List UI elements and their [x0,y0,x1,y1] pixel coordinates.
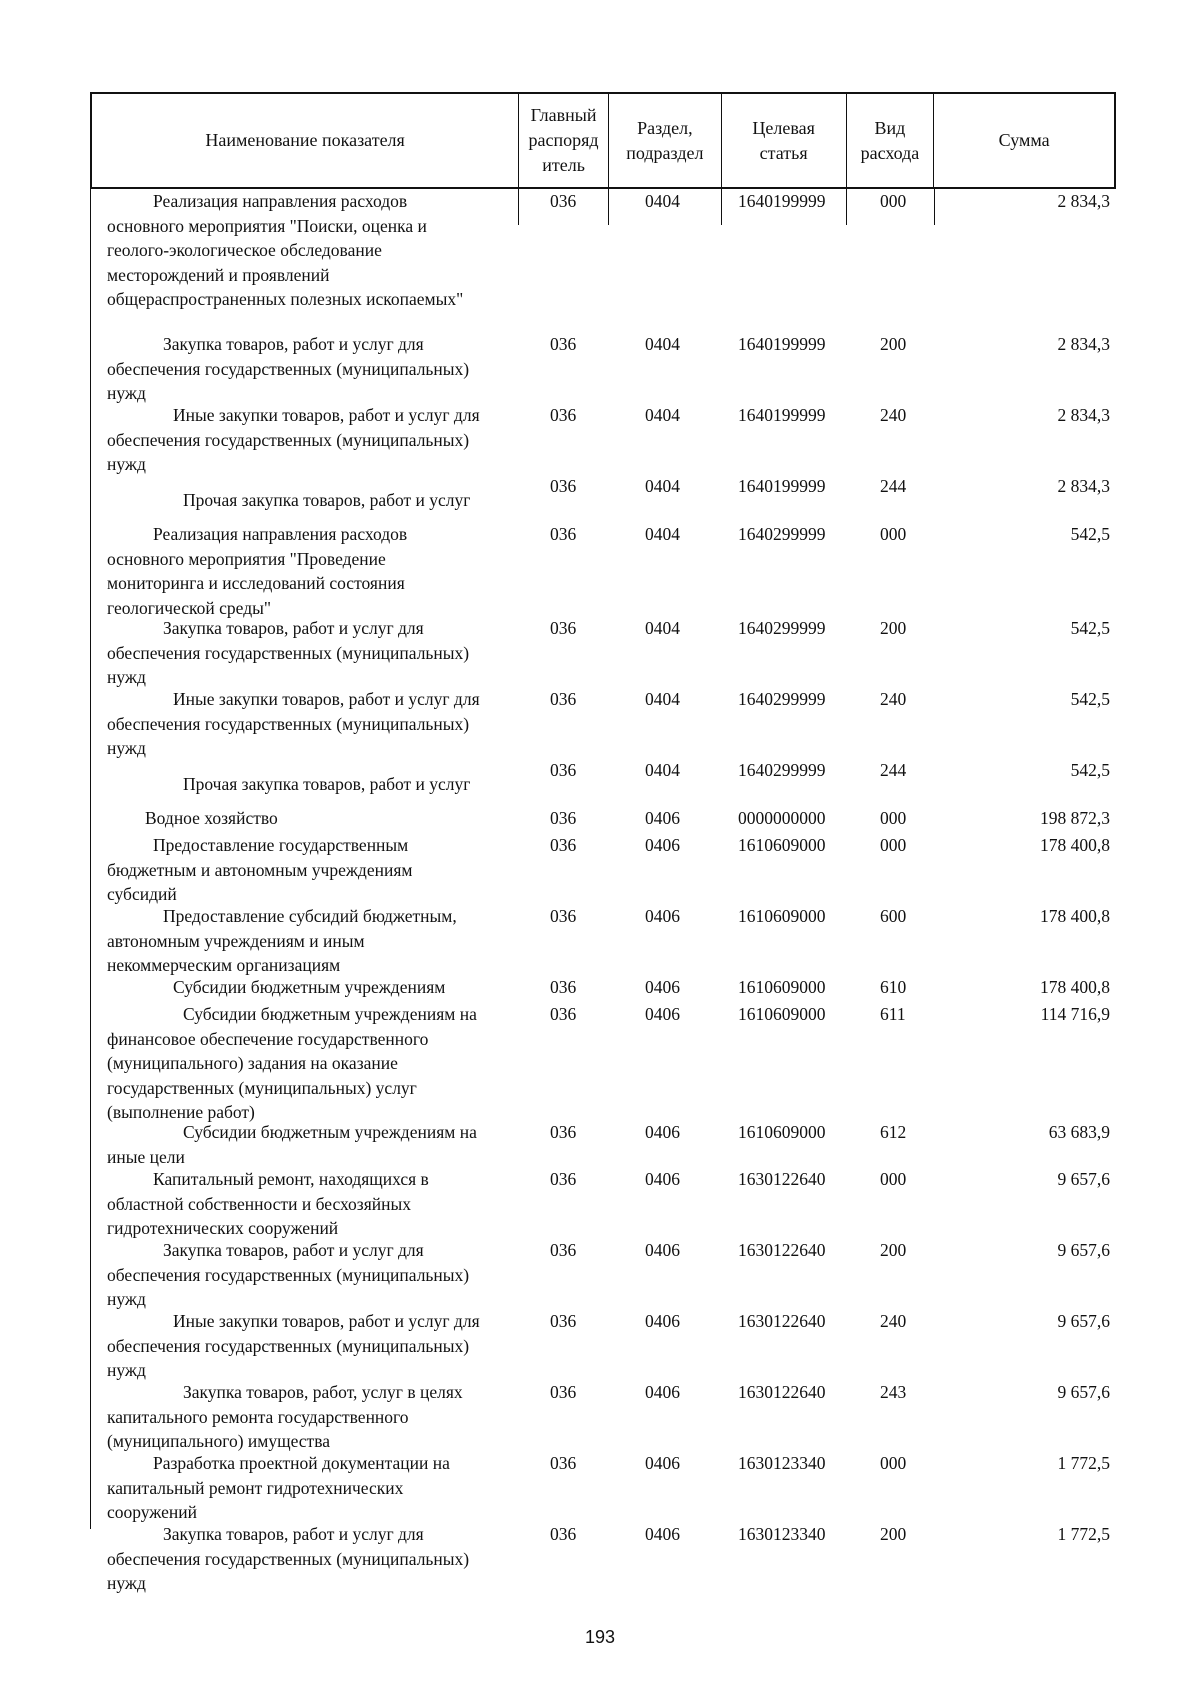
main-manager-code: 036 [550,835,577,855]
header-gr-line: Главный [530,105,597,125]
indicator-name-line: Закупка товаров, работ и услуг для [163,1524,424,1544]
expense-type-code: 611 [880,1004,906,1024]
indicator-name [107,1120,532,1169]
sum-value: 2 834,3 [1057,405,1110,425]
main-manager-code: 036 [550,524,577,544]
target-article-code: 1640299999 [738,524,826,544]
target-article-code: 1640199999 [738,405,826,425]
target-article-code: 1630122640 [738,1169,826,1189]
header-main-manager [519,94,609,187]
indicator-name-line: субсидий [107,884,177,904]
indicator-name [107,975,532,1000]
indicator-name-line: обеспечения государственных (муниципальных) [107,1548,470,1569]
main-manager-code: 036 [550,618,577,638]
target-article-code: 1630123340 [738,1524,826,1544]
sum-value: 178 400,8 [1040,977,1110,997]
expense-type-code: 000 [880,191,907,211]
indicator-name [107,1380,532,1454]
target-article-code: 1640299999 [738,760,826,780]
indicator-name [107,904,532,978]
sum-value: 178 400,8 [1040,835,1110,855]
indicator-name-line: Субсидии бюджетным учреждениям [173,977,446,997]
expense-type-code: 243 [880,1382,907,1402]
target-article-code: 1610609000 [738,977,826,997]
indicator-name-line: государственных (муниципальных) услуг [107,1077,417,1098]
sum-value: 9 657,6 [1057,1240,1110,1260]
expense-type-code: 200 [880,618,907,638]
main-manager-code: 036 [550,1169,577,1189]
section-code: 0404 [645,524,680,544]
header-section-line: Раздел, [637,117,693,138]
target-article-code: 1640199999 [738,191,826,211]
sum-value: 2 834,3 [1057,191,1110,211]
indicator-name [107,1167,532,1241]
indicator-name-line: обеспечения государственных (муниципальных) [107,713,470,734]
section-code: 0406 [645,1453,680,1473]
indicator-name [107,772,532,797]
main-manager-code: 036 [550,1240,577,1260]
indicator-name-line: гидротехнических сооружений [107,1218,339,1238]
expense-type-code: 200 [880,334,907,354]
indicator-name-line: нужд [107,383,146,403]
indicator-name-line: Водное хозяйство [145,808,278,828]
sum-value: 198 872,3 [1040,808,1110,828]
main-manager-code: 036 [550,1122,577,1142]
expense-type-code: 244 [880,476,907,496]
sum-value: 2 834,3 [1057,476,1110,496]
section-code: 0404 [645,334,680,354]
main-manager-code: 036 [550,1382,577,1402]
indicator-name-line: Иные закупки товаров, работ и услуг для [173,689,480,709]
indicator-name-line: обеспечения государственных (муниципальных) [107,429,470,450]
target-article-code: 1610609000 [738,1004,826,1024]
indicator-name-line: Капитальный ремонт, находящихся в [153,1169,429,1189]
indicator-name-line: Предоставление государственным [153,835,409,855]
target-article-code: 1630122640 [738,1240,826,1260]
section-code: 0404 [645,760,680,780]
column-divider [846,189,847,225]
sum-value: 1 772,5 [1057,1453,1110,1473]
indicator-name-line: Закупка товаров, работ и услуг для [163,1240,424,1260]
section-code: 0406 [645,1169,680,1189]
section-code: 0406 [645,1524,680,1544]
sum-value: 9 657,6 [1057,1169,1110,1189]
indicator-name [107,1451,532,1525]
section-code: 0406 [645,1382,680,1402]
indicator-name [107,806,532,831]
header-sum [934,94,1114,187]
indicator-name [107,522,532,620]
target-article-code: 1610609000 [738,906,826,926]
indicator-name-line: нужд [107,738,146,758]
indicator-name-line: Закупка товаров, работ, услуг в целях [183,1382,463,1402]
indicator-name [107,1002,532,1125]
indicator-name-line: областной собственности и бесхозяйных [107,1193,412,1214]
sum-value: 542,5 [1070,618,1110,638]
sum-value: 178 400,8 [1040,906,1110,926]
indicator-name-line: нужд [107,1289,146,1309]
indicator-name-line: (муниципального) задания на оказание [107,1053,398,1073]
main-manager-code: 036 [550,906,577,926]
expense-type-code: 600 [880,906,907,926]
header-section [609,94,722,187]
table-left-border [90,189,91,1529]
sum-value: 114 716,9 [1040,1004,1110,1024]
main-manager-code: 036 [550,1004,577,1024]
indicator-name-line: иные цели [107,1146,185,1167]
indicator-name-line: автономным учреждениям и иным [107,930,365,951]
indicator-name-line: капитальный ремонт гидротехнических [107,1477,404,1498]
indicator-name-line: Предоставление субсидий бюджетным, [163,906,457,926]
section-code: 0404 [645,191,680,211]
indicator-name-line: обеспечения государственных (муниципальных) [107,1264,470,1285]
indicator-name-line: Субсидии бюджетным учреждениям на [183,1004,477,1024]
section-code: 0406 [645,977,680,997]
indicator-name-line: Закупка товаров, работ и услуг для [163,618,424,638]
section-code: 0404 [645,405,680,425]
indicator-name-line: нужд [107,1360,146,1380]
indicator-name [107,1522,532,1596]
target-article-code: 1610609000 [738,835,826,855]
header-target-line: Целевая [752,117,815,138]
expense-type-code: 000 [880,835,907,855]
target-article-code: 1640299999 [738,689,826,709]
header-name-label: Наименование показателя [205,130,405,150]
indicator-name-line: бюджетным и автономным учреждениям [107,859,413,880]
indicator-name-line: (муниципального) имущества [107,1431,331,1451]
header-section-line: подраздел [626,142,704,163]
expense-type-code: 200 [880,1524,907,1544]
indicator-name-line: нужд [107,1573,146,1593]
main-manager-code: 036 [550,977,577,997]
indicator-name-line: Иные закупки товаров, работ и услуг для [173,1311,480,1331]
indicator-name [107,403,532,477]
main-manager-code: 036 [550,405,577,425]
indicator-name-line: обеспечения государственных (муниципальных) [107,642,470,663]
indicator-name-line: (выполнение работ) [107,1102,255,1122]
expense-type-code: 200 [880,1240,907,1260]
main-manager-code: 036 [550,760,577,780]
section-code: 0406 [645,835,680,855]
indicator-name [107,1238,532,1312]
indicator-name-line: геолого-экологическое обследование [107,240,382,260]
header-vid-line: расхода [860,142,920,163]
expense-type-code: 244 [880,760,907,780]
target-article-code: 1630123340 [738,1453,826,1473]
main-manager-code: 036 [550,191,577,211]
column-divider [721,189,722,225]
section-code: 0406 [645,906,680,926]
expense-type-code: 240 [880,405,907,425]
indicator-name [107,687,532,761]
indicator-name-line: Прочая закупка товаров, работ и услуг [183,490,471,510]
indicator-name-line: Реализация направления расходов [153,524,408,544]
main-manager-code: 036 [550,689,577,709]
header-target [722,94,847,187]
expense-type-code: 240 [880,1311,907,1331]
expense-type-code: 612 [880,1122,907,1142]
indicator-name [107,189,532,312]
indicator-name-line: обеспечения государственных (муниципальных) [107,358,470,379]
main-manager-code: 036 [550,476,577,496]
sum-value: 1 772,5 [1057,1524,1110,1544]
table-header [90,92,1116,189]
section-code: 0404 [645,689,680,709]
header-expense-type [847,94,935,187]
section-code: 0404 [645,476,680,496]
target-article-code: 1640199999 [738,476,826,496]
expense-type-code: 000 [880,1169,907,1189]
sum-value: 63 683,9 [1048,1122,1110,1142]
column-divider [608,189,609,225]
indicator-name-line: мониторинга и исследований состояния [107,573,405,593]
indicator-name-line: основного мероприятия "Поиски, оценка и [107,215,427,236]
sum-value: 9 657,6 [1057,1382,1110,1402]
indicator-name [107,1309,532,1383]
sum-value: 542,5 [1070,689,1110,709]
indicator-name-line: общераспространенных полезных ископаемых" [107,289,464,309]
indicator-name-line: Прочая закупка товаров, работ и услуг [183,774,471,794]
section-code: 0406 [645,1311,680,1331]
sum-value: 542,5 [1070,524,1110,544]
main-manager-code: 036 [550,808,577,828]
expense-type-code: 000 [880,1453,907,1473]
indicator-name [107,616,532,690]
indicator-name-line: Закупка товаров, работ и услуг для [163,334,424,354]
target-article-code: 1640199999 [738,334,826,354]
indicator-name [107,488,532,513]
indicator-name [107,332,532,406]
header-gr-line: распоряд [528,130,599,150]
sum-value: 9 657,6 [1057,1311,1110,1331]
expense-type-code: 000 [880,808,907,828]
indicator-name-line: финансовое обеспечение государственного [107,1028,429,1049]
header-sum-label: Сумма [998,130,1050,150]
header-target-line: статья [759,142,808,163]
indicator-name-line: Иные закупки товаров, работ и услуг для [173,405,480,425]
main-manager-code: 036 [550,1453,577,1473]
section-code: 0406 [645,808,680,828]
main-manager-code: 036 [550,334,577,354]
indicator-name-line: геологической среды" [107,597,271,618]
target-article-code: 1630122640 [738,1311,826,1331]
header-gr-line: итель [542,155,585,175]
sum-value: 542,5 [1070,760,1110,780]
indicator-name-line: некоммерческим организациям [107,955,341,975]
main-manager-code: 036 [550,1311,577,1331]
expense-type-code: 610 [880,977,907,997]
indicator-name-line: Реализация направления расходов [153,191,408,211]
indicator-name-line: нужд [107,667,146,687]
indicator-name-line: месторождений и проявлений [107,264,330,285]
indicator-name-line: сооружений [107,1502,198,1522]
target-article-code: 0000000000 [738,808,826,828]
header-vid-line: Вид [874,117,906,138]
expense-type-code: 240 [880,689,907,709]
indicator-name-line: нужд [107,454,146,474]
section-code: 0406 [645,1240,680,1260]
indicator-name-line: Разработка проектной документации на [153,1453,450,1473]
target-article-code: 1640299999 [738,618,826,638]
section-code: 0404 [645,618,680,638]
column-divider [934,189,935,225]
indicator-name-line: обеспечения государственных (муниципальных) [107,1335,470,1356]
header-name [92,94,519,187]
main-manager-code: 036 [550,1524,577,1544]
section-code: 0406 [645,1122,680,1142]
indicator-name-line: Субсидии бюджетным учреждениям на [183,1122,477,1142]
page-number: 193 [584,1627,616,1647]
sum-value: 2 834,3 [1057,334,1110,354]
indicator-name-line: основного мероприятия "Проведение [107,548,386,569]
section-code: 0406 [645,1004,680,1024]
target-article-code: 1630122640 [738,1382,826,1402]
expense-type-code: 000 [880,524,907,544]
indicator-name [107,833,532,907]
target-article-code: 1610609000 [738,1122,826,1142]
indicator-name-line: капитального ремонта государственного [107,1406,409,1427]
